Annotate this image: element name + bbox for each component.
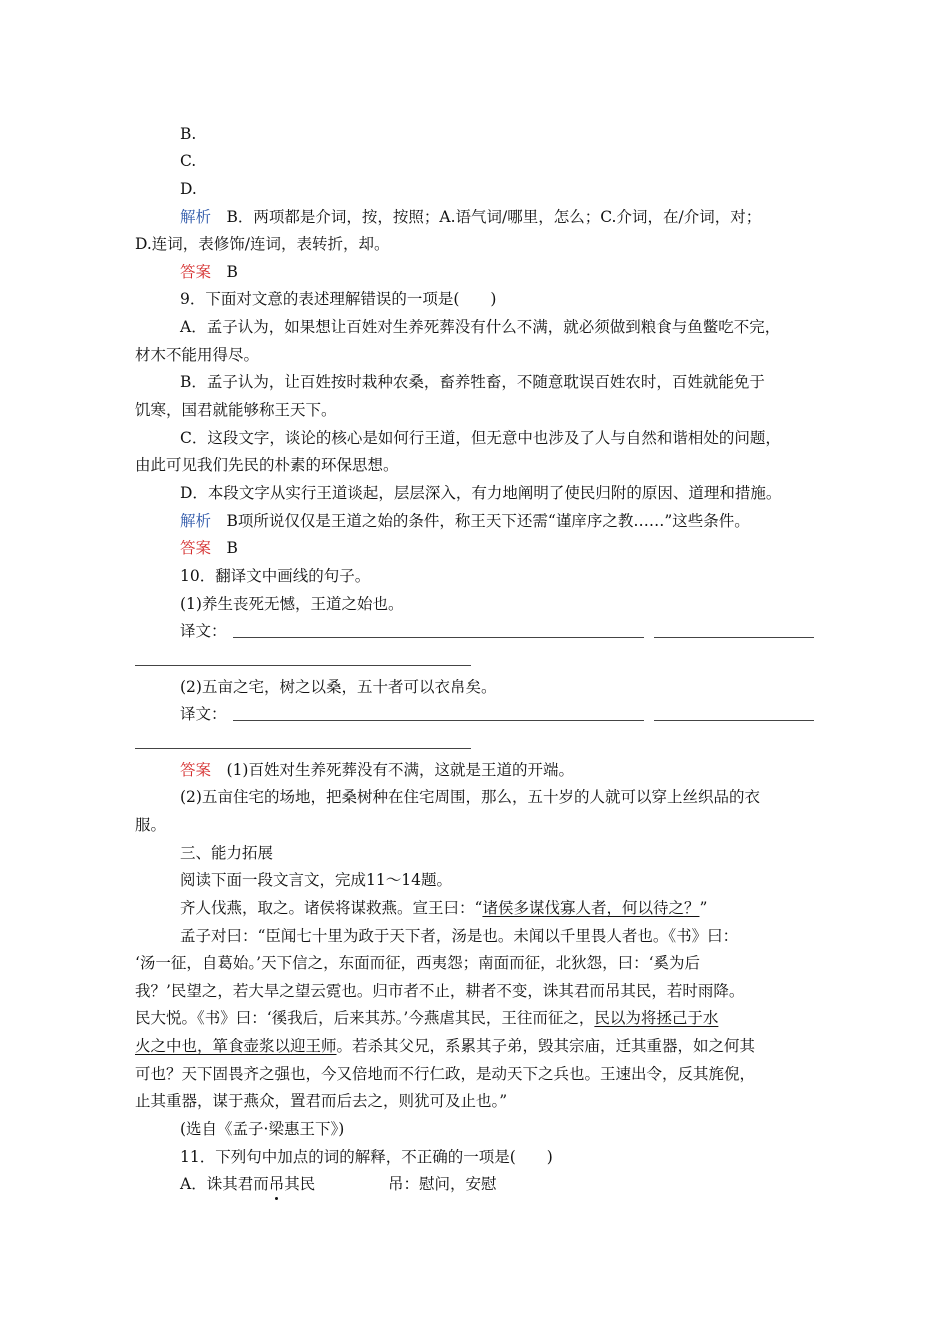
analysis-text: B．两项都是介词，按，按照；A.语气词/哪里，怎么；C.介词，在/介词，对； bbox=[211, 208, 762, 226]
dotted-character: 吊 bbox=[268, 1175, 285, 1193]
analysis-line bbox=[180, 207, 761, 227]
question-9: 9．下面对文意的表述理解错误的一项是( ) bbox=[180, 290, 497, 308]
q10-translation-label-1: 译文： bbox=[180, 622, 227, 640]
q9-option-a: A．孟子认为，如果想让百姓对生养死葬没有什么不满，就必须做到粮食与鱼鳖吃不完， bbox=[180, 318, 781, 336]
q11-option-a-explanation: 吊：慰问，安慰 bbox=[388, 1175, 497, 1193]
passage-source: (选自《孟子·梁惠王下》) bbox=[180, 1120, 345, 1138]
passage-line-3: ‘汤一征，自葛始。’天下信之，东面而征，西夷怨；南面而征，北狄怨，曰：‘奚为后 bbox=[135, 954, 701, 972]
passage-line-8: 止其重器，谋于燕众，置君而后去之，则犹可及止也。” bbox=[135, 1092, 508, 1110]
option-d-line: D. bbox=[180, 180, 197, 198]
underlined-sentence: 诸侯多谋伐寡人者，何以待之？ bbox=[482, 899, 700, 917]
section-heading: 三、能力拓展 bbox=[180, 844, 274, 862]
q9-answer-label: 答案 bbox=[180, 539, 212, 557]
q9-answer-line bbox=[180, 538, 238, 558]
option-b-line: B. bbox=[180, 125, 197, 143]
answer-blank-line[interactable] bbox=[233, 720, 644, 721]
answer-blank-line[interactable] bbox=[135, 665, 471, 666]
q10-answer-text: (1)百姓对生养死葬没有不满，这就是王道的开端。 bbox=[211, 761, 574, 779]
answer-blank-line[interactable] bbox=[654, 637, 814, 638]
passage-line-2: 孟子对曰：“臣闻七十里为政于天下者，汤是也。未闻以千里畏人者也。《书》曰： bbox=[180, 927, 739, 945]
q9-answer-text: B bbox=[211, 539, 238, 557]
q9-option-c: C．这段文字，谈论的核心是如何行王道，但无意中也涉及了人与自然和谐相处的问题， bbox=[180, 429, 781, 447]
q9-analysis-label: 解析 bbox=[180, 512, 212, 530]
q9-option-b-cont: 饥寒，国君就能够称王天下。 bbox=[135, 401, 337, 419]
answer-blank-line[interactable] bbox=[135, 748, 471, 749]
q10-answer-line bbox=[180, 760, 574, 780]
passage-text: 民大悦。《书》曰：‘徯我后，后来其苏。’今燕虐其民，王往而征之， bbox=[135, 1009, 595, 1027]
reading-instruction: 阅读下面一段文言文，完成11～14题。 bbox=[180, 871, 452, 889]
underlined-sentence: 火之中也，箪食壶浆以迎王师 bbox=[135, 1037, 337, 1055]
q9-option-d: D．本段文字从实行王道谈起，层层深入，有力地阐明了使民归附的原因、道理和措施。 bbox=[180, 484, 782, 502]
q10-answer-2: (2)五亩住宅的场地，把桑树种在住宅周围，那么，五十岁的人就可以穿上丝织品的衣 bbox=[180, 788, 760, 806]
q9-option-b: B．孟子认为，让百姓按时栽种农桑，畜养牲畜，不随意耽误百姓农时，百姓就能免于 bbox=[180, 373, 765, 391]
passage-line-7: 可也？天下固畏齐之强也，今又倍地而不行仁政，是动天下之兵也。王速出令，反其旄倪， bbox=[135, 1065, 756, 1083]
passage-text: ” bbox=[699, 899, 708, 917]
analysis-label: 解析 bbox=[180, 208, 212, 226]
passage-line-1 bbox=[180, 898, 707, 918]
q9-option-a-cont: 材木不能用得尽。 bbox=[135, 346, 260, 364]
q10-answer-label: 答案 bbox=[180, 761, 212, 779]
q10-translation-label-2: 译文： bbox=[180, 705, 227, 723]
passage-line-4: 我？’民望之，若大旱之望云霓也。归市者不止，耕者不变，诛其君而吊其民，若时雨降。 bbox=[135, 982, 745, 1000]
answer-blank-line[interactable] bbox=[233, 637, 644, 638]
question-10: 10．翻译文中画线的句子。 bbox=[180, 567, 371, 585]
q9-option-c-cont: 由此可见我们先民的朴素的环保思想。 bbox=[135, 456, 399, 474]
analysis-cont: D.连词，表修饰/连词，表转折，却。 bbox=[135, 235, 390, 253]
underlined-sentence: 民以为将拯己于水 bbox=[594, 1009, 719, 1027]
answer-blank-line[interactable] bbox=[654, 720, 814, 721]
q9-analysis-text: B项所说仅仅是王道之始的条件，称王天下还需“谨庠序之教……”这些条件。 bbox=[211, 512, 750, 530]
q9-analysis-line bbox=[180, 511, 750, 531]
passage-text: 齐人伐燕，取之。诸侯将谋救燕。宣王曰：“ bbox=[180, 899, 483, 917]
q10-sentence-2: (2)五亩之宅，树之以桑，五十者可以衣帛矣。 bbox=[180, 678, 497, 696]
passage-text: 。若杀其父兄，系累其子弟，毁其宗庙，迁其重器，如之何其 bbox=[336, 1037, 756, 1055]
answer-line bbox=[180, 262, 238, 282]
passage-line-6 bbox=[135, 1036, 755, 1056]
answer-text: B bbox=[211, 263, 238, 281]
q11-option-a-text: A．诛其君而 bbox=[180, 1175, 269, 1193]
q10-sentence-1: (1)养生丧死无憾，王道之始也。 bbox=[180, 595, 404, 613]
answer-label: 答案 bbox=[180, 263, 212, 281]
passage-line-5 bbox=[135, 1008, 718, 1028]
q10-answer-2-cont: 服。 bbox=[135, 816, 167, 834]
q11-option-a bbox=[180, 1174, 315, 1194]
question-11: 11．下列句中加点的词的解释，不正确的一项是( ) bbox=[180, 1148, 553, 1166]
q11-option-a-text: 其民 bbox=[284, 1175, 316, 1193]
option-c-line: C. bbox=[180, 152, 197, 170]
